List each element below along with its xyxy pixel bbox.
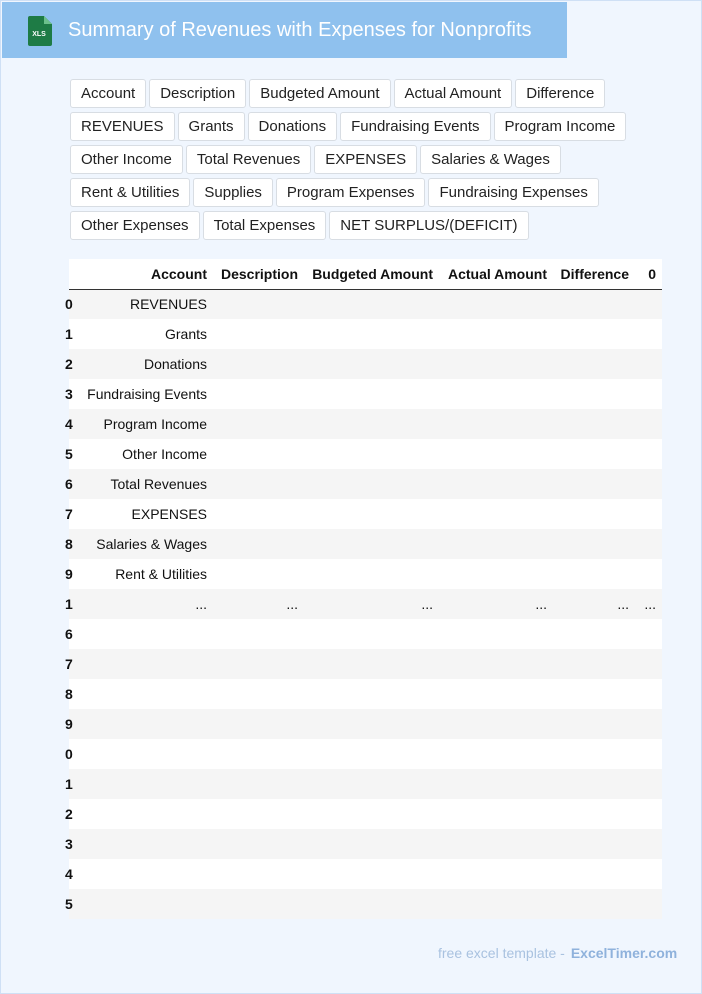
row-index-label: 4 [65,416,73,432]
table-cell [439,829,553,859]
table-row [69,409,662,439]
row-index-label: 2 [65,806,73,822]
column-tag[interactable]: Program Income [494,112,627,141]
table-cell [79,829,213,859]
table-cell [439,409,553,439]
table-row [69,619,662,649]
column-header: 0 [635,259,662,289]
table-cell [439,859,553,889]
column-tag[interactable]: Program Expenses [276,178,426,207]
row-index [65,319,79,349]
table-cell [304,289,439,319]
column-tag[interactable]: Other Income [70,145,183,174]
table-cell [635,739,662,769]
column-tag[interactable]: Description [149,79,246,108]
table-row [69,529,662,559]
table-cell [213,889,304,919]
column-tag[interactable]: Grants [178,112,245,141]
table-cell [553,469,635,499]
table-cell [304,469,439,499]
table-cell: ... [535,596,547,612]
table-cell [635,859,662,889]
table-cell: Program Income [103,416,207,432]
column-tag[interactable]: REVENUES [70,112,175,141]
table-cell [304,649,439,679]
table-cell [553,379,635,409]
table-cell [635,619,662,649]
table-cell [213,679,304,709]
column-tag[interactable]: Salaries & Wages [420,145,561,174]
row-index [65,649,79,679]
row-index [65,559,79,589]
table-cell [439,499,553,529]
table-cell [553,799,635,829]
table-row [69,379,662,409]
row-index [65,799,79,829]
table-cell [439,439,553,469]
column-tag[interactable]: Actual Amount [394,79,513,108]
table-cell [439,559,553,589]
table-cell: ... [644,596,656,612]
column-tag[interactable]: EXPENSES [314,145,417,174]
table-cell [553,679,635,709]
row-index-label: 0 [65,746,73,762]
table-cell [304,889,439,919]
table-cell [213,349,304,379]
table-cell [439,349,553,379]
table-row [69,349,662,379]
column-header: Description [213,259,304,289]
row-index [65,739,79,769]
row-index [65,379,79,409]
table-cell [635,529,662,559]
table-header-row [69,259,662,289]
row-index-label: 6 [65,626,73,642]
table-cell [635,769,662,799]
table-row [69,319,662,349]
row-index-label: 5 [65,446,73,462]
table-cell [304,619,439,649]
column-tag[interactable]: Supplies [193,178,273,207]
icon-label: XLS [32,31,46,38]
table-cell [553,829,635,859]
column-tag[interactable]: Donations [248,112,338,141]
footer-text: free excel template - [438,945,565,961]
table-cell [79,739,213,769]
table-cell [553,439,635,469]
table-cell [304,439,439,469]
table-cell [439,529,553,559]
table-row [69,289,662,319]
table-cell [213,559,304,589]
table-cell [553,529,635,559]
table-cell: Fundraising Events [87,386,207,402]
table-cell [304,799,439,829]
table-row [69,709,662,739]
table-cell [439,739,553,769]
table-cell [304,319,439,349]
table-cell [79,799,213,829]
row-index-label: 0 [65,296,73,313]
table-cell [635,829,662,859]
row-index-label: 6 [65,476,73,492]
table-cell: Other Income [122,446,207,462]
row-index-label: 9 [65,716,73,732]
column-tag[interactable]: Rent & Utilities [70,178,190,207]
table-cell [213,529,304,559]
table-cell [553,709,635,739]
row-index-label: 9 [65,566,73,582]
table-cell [213,859,304,889]
table-cell [439,619,553,649]
table-cell [439,799,553,829]
table-cell [553,649,635,679]
title-bar [2,2,567,58]
table-cell [213,619,304,649]
column-header: Actual Amount [439,259,553,289]
table-cell [304,709,439,739]
column-tag[interactable]: Budgeted Amount [249,79,390,108]
table-cell [304,499,439,529]
table-cell: Total Revenues [110,476,207,492]
table-cell [553,859,635,889]
table-cell: ... [617,596,629,612]
column-tag[interactable]: Account [70,79,146,108]
table-row [69,739,662,769]
row-index [65,829,79,859]
table-cell [304,529,439,559]
table-cell [439,649,553,679]
table-cell [304,769,439,799]
row-index [65,709,79,739]
excel-file-icon [26,16,52,46]
row-index [65,619,79,649]
table-cell [304,559,439,589]
row-index [65,859,79,889]
table-cell [439,469,553,499]
table-cell [439,889,553,919]
column-tag[interactable]: Difference [515,79,605,108]
row-index-label: 1 [65,596,73,612]
table-cell [213,739,304,769]
table-row [69,829,662,859]
table-cell [553,499,635,529]
table-cell [213,319,304,349]
table-row [69,499,662,529]
table-cell [553,409,635,439]
row-index-label: 3 [65,836,73,852]
column-tag[interactable]: Fundraising Expenses [428,178,598,207]
table-cell: Salaries & Wages [96,536,207,552]
table-row [69,859,662,889]
table-row [69,889,662,919]
table-cell [213,709,304,739]
footer [438,945,677,961]
table-body [65,289,662,919]
table-row [69,649,662,679]
table-cell [304,859,439,889]
table-row [69,799,662,829]
table-cell [439,679,553,709]
table-row [69,559,662,589]
column-header: Account [79,259,213,289]
column-header [69,259,79,289]
table-row [69,589,662,619]
table-cell [439,709,553,739]
table-cell [635,559,662,589]
table-cell [79,679,213,709]
table-cell [635,349,662,379]
table-cell [79,769,213,799]
column-header: Budgeted Amount [304,259,439,289]
row-index [65,349,79,379]
table-cell [213,829,304,859]
table-cell [304,409,439,439]
table-cell: ... [421,596,433,612]
table-cell [635,439,662,469]
row-index [65,589,79,619]
row-index-label: 2 [65,356,73,372]
row-index [65,439,79,469]
table-cell [304,349,439,379]
row-index-label: 1 [65,776,73,792]
row-index [65,289,79,319]
row-index [65,679,79,709]
table-cell [553,289,635,319]
table-cell [553,559,635,589]
column-tag[interactable]: Total Revenues [186,145,311,174]
table-cell [213,769,304,799]
table-cell: EXPENSES [131,506,207,522]
table-cell [304,739,439,769]
row-index-label: 4 [65,866,73,882]
table-cell [439,769,553,799]
column-tag[interactable]: Fundraising Events [340,112,490,141]
table-cell [213,289,304,319]
table-cell [213,799,304,829]
table-row [69,469,662,499]
table-cell [304,829,439,859]
column-tag[interactable]: NET SURPLUS/(DEFICIT) [329,211,528,240]
table-cell [304,379,439,409]
table-cell [79,889,213,919]
table-cell: Rent & Utilities [115,566,207,582]
table-cell: ... [195,596,207,612]
row-index-label: 5 [65,896,73,912]
table-cell [553,889,635,919]
table-cell [439,289,553,319]
table-cell [635,379,662,409]
table-cell [553,739,635,769]
table-cell [635,799,662,829]
row-index-label: 1 [65,326,73,342]
page-title: Summary of Revenues with Expenses for Nonprofits [68,19,532,41]
table-cell: REVENUES [129,296,207,313]
row-index [65,409,79,439]
row-index-label: 8 [65,536,73,552]
row-index [65,889,79,919]
table-cell [553,619,635,649]
row-index-label: 7 [65,506,73,522]
table-cell [79,619,213,649]
column-tag-list [70,79,670,240]
table-row [69,679,662,709]
table-cell [79,649,213,679]
table-cell [635,499,662,529]
row-index-label: 3 [65,386,73,402]
table-cell: Grants [164,326,207,342]
data-table-container [65,259,662,921]
table-cell [635,289,662,319]
table-cell [553,769,635,799]
table-cell [635,709,662,739]
table-cell [79,709,213,739]
footer-brand-link[interactable]: ExcelTimer.com [570,945,678,961]
table-cell [213,409,304,439]
table-cell [79,859,213,889]
table-cell: Donations [143,356,207,372]
row-index-label: 8 [65,686,73,702]
row-index [65,469,79,499]
table-cell [635,649,662,679]
table-cell [213,379,304,409]
table-cell [213,469,304,499]
table-row [69,769,662,799]
table-cell [553,349,635,379]
row-index [65,529,79,559]
table-cell [439,379,553,409]
table-cell [553,319,635,349]
table-cell [213,649,304,679]
row-index [65,499,79,529]
table-cell [304,679,439,709]
table-row [69,439,662,469]
row-index [65,769,79,799]
column-tag[interactable]: Other Expenses [70,211,200,240]
row-index-label: 7 [65,656,73,672]
table-cell [635,409,662,439]
table-cell [213,439,304,469]
table-cell [635,889,662,919]
table-cell [635,469,662,499]
table-cell [635,319,662,349]
column-header: Difference [553,259,635,289]
table-cell [635,679,662,709]
table-cell [439,319,553,349]
data-table [65,259,662,919]
table-cell [213,499,304,529]
column-tag[interactable]: Total Expenses [203,211,327,240]
table-cell: ... [286,596,298,612]
